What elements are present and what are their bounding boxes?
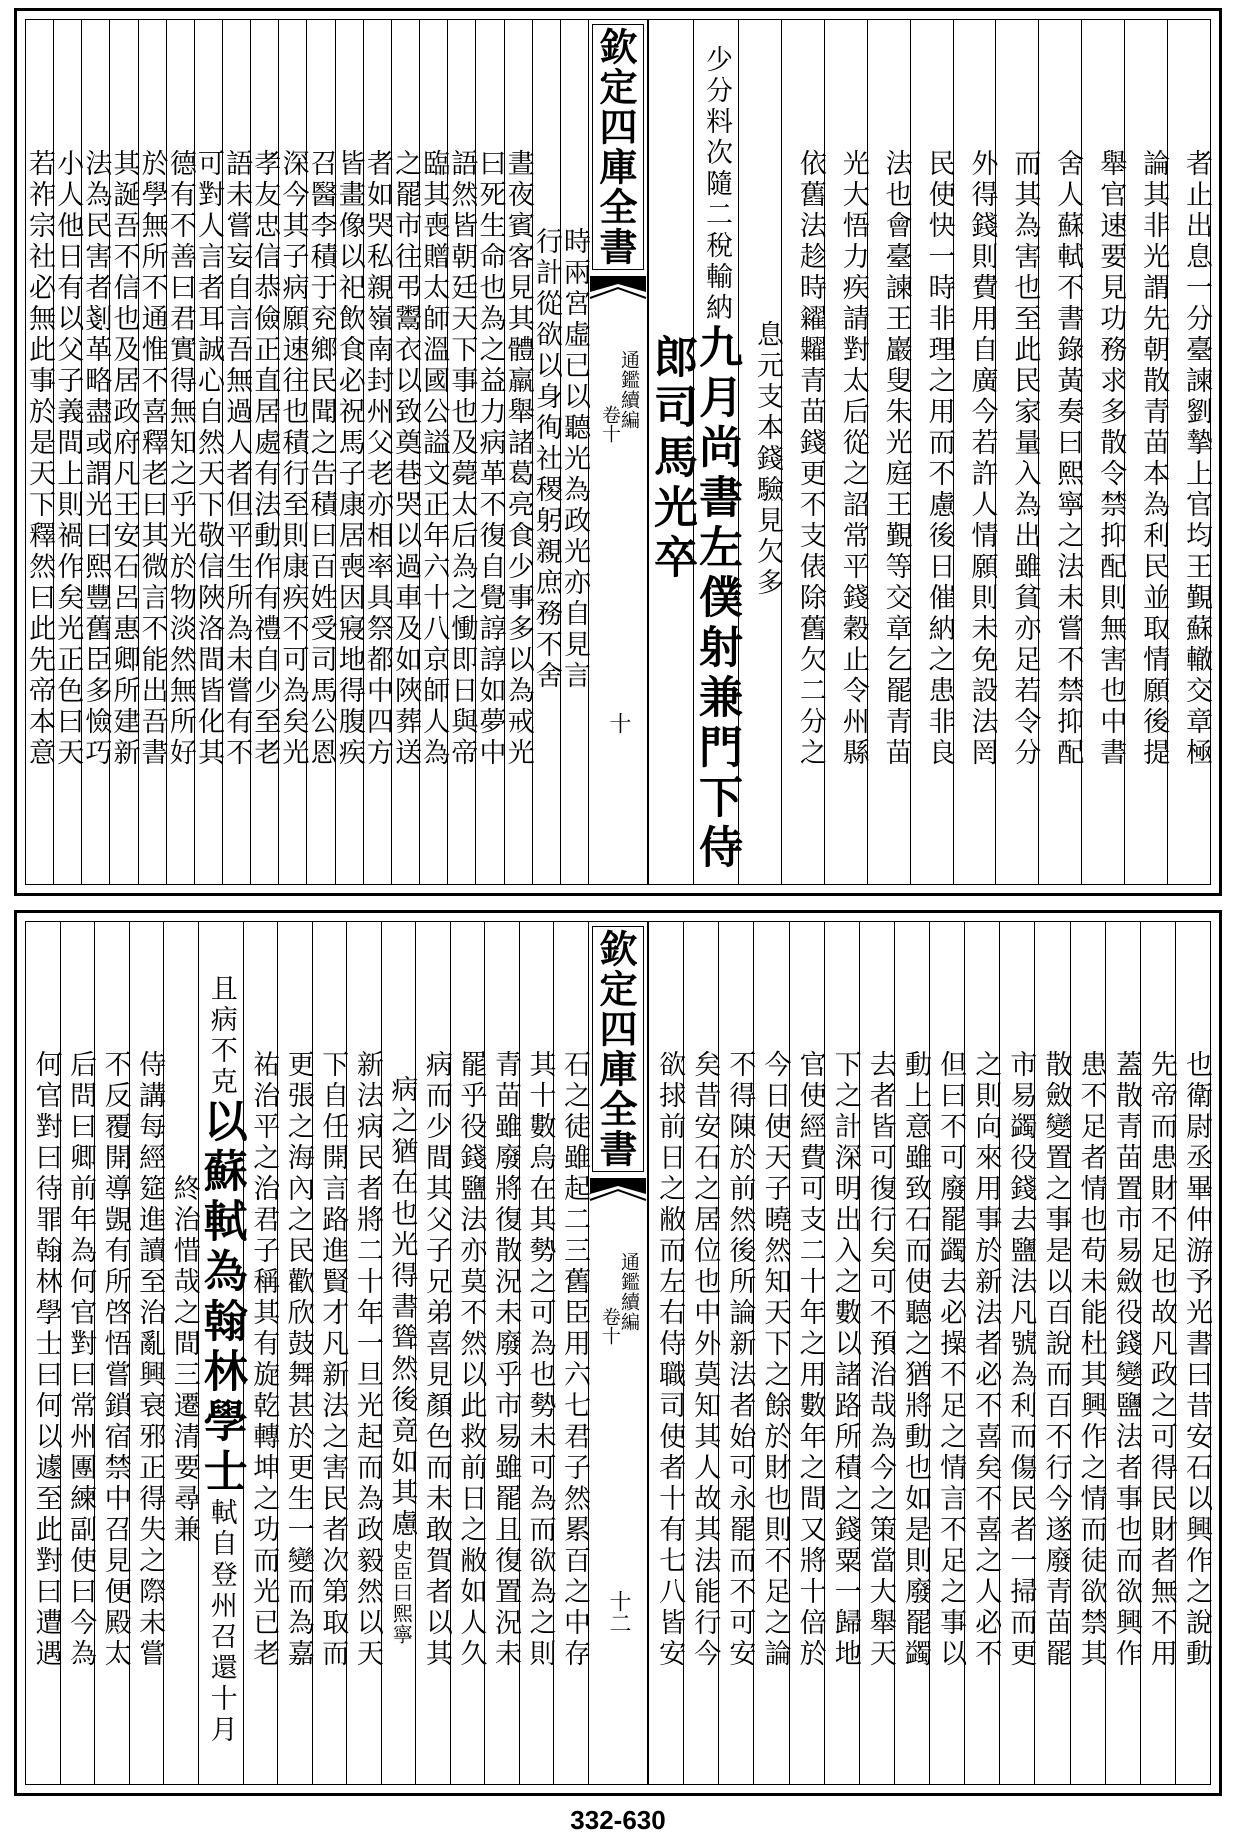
column-text: 於學無所不通惟不喜釋老曰其微言不能出吾書 (136, 149, 168, 769)
text-column (446, 20, 478, 884)
column-text: 病之猶在也光得書聳然後竟如其慮 (386, 1075, 418, 1540)
column-text: 散斂變置之事是以百說而百不行今遂廢青苗罷 (1040, 1050, 1072, 1670)
column-text: 其誕吾不信也及居政府凡王安石呂惠卿所建新 (108, 149, 140, 769)
page-top-frame (25, 19, 1211, 885)
text-column (194, 20, 222, 884)
book-title: 欽定四庫全書 (592, 24, 644, 270)
text-column (94, 922, 129, 1784)
column-text: 侍講每經筵進讀至治亂興衰邪正得失之際未嘗 (134, 1050, 166, 1670)
text-column (1105, 922, 1140, 1784)
text-column (824, 922, 859, 1784)
text-column (52, 20, 84, 884)
column-text: 行計從欲以身徇社稷躬親庶務不舍 (530, 226, 562, 692)
column-text: 病而少間其父子兄弟喜見顏色而未敢賀者以其 (420, 1050, 452, 1670)
text-column (646, 20, 698, 884)
text-column (519, 922, 554, 1784)
column-text: 深今其子病願速往也積行至則康疾不可為矣光 (277, 149, 309, 769)
text-column (474, 20, 506, 884)
text-column (718, 922, 756, 1784)
column-text: 也衛尉丞畢仲游予光書曰昔安石以興作之說動 (1181, 1050, 1212, 1670)
column-text: 舍人蘇軾不書錄黃奏曰熙寧之法未嘗不禁抑配 (1052, 149, 1084, 769)
page-bottom-left-half (26, 922, 588, 1784)
text-column (24, 20, 56, 884)
text-column (243, 922, 278, 1784)
text-column (108, 20, 140, 884)
text-column (346, 922, 381, 1784)
text-column (312, 922, 347, 1784)
column-text: 罷乎役錢鹽法亦莫不然以此救前日之敝如人久 (455, 1050, 487, 1670)
text-column (1140, 922, 1175, 1784)
text-column (163, 922, 198, 1784)
heading-text: 九月尚書左僕射兼門下侍 (691, 323, 743, 874)
text-column (789, 922, 824, 1784)
page-number: 十二 (606, 1590, 631, 1634)
column-text: 且病不克 (205, 974, 237, 1098)
text-column (1034, 922, 1072, 1784)
fold-column (588, 922, 648, 1784)
page-top-left-half (26, 20, 588, 884)
text-column (995, 20, 1041, 884)
column-text: 祐治平之治君子稱其有旋乾轉坤之功而光已老 (248, 1050, 280, 1670)
text-column (390, 20, 422, 884)
text-column (894, 922, 929, 1784)
column-text: 之則向來用事於新法者必不喜矣不喜之人必不 (970, 1050, 1002, 1670)
column-text: 皆畫像以祀飲食必祝馬子康居喪因寢地得腹疾 (333, 149, 365, 769)
column-text: 但曰不可廢罷蠲去必操不足之情言不足之事以 (935, 1050, 967, 1670)
column-text: 法也會臺諫王巖叟朱光庭王覲等交章乞罷青苗 (880, 149, 912, 769)
text-column (363, 20, 391, 884)
text-column (129, 922, 164, 1784)
column-text: 青苗雖廢將復散況未廢乎市易雖罷且復置況未 (489, 1050, 521, 1670)
text-column (553, 922, 588, 1784)
text-column (60, 922, 95, 1784)
fishtail-ornament (590, 276, 646, 316)
column-text: 少分料次隨二稅輸納 (701, 44, 733, 324)
text-column (859, 922, 894, 1784)
text-column (80, 20, 112, 884)
column-text: 石之徒雖起二三舊臣用六七君子然累百之中存 (559, 1050, 590, 1670)
text-column (1124, 20, 1170, 884)
volume-label: 卷十 (599, 1307, 621, 1345)
text-column (381, 922, 416, 1784)
heading-text: 以蘇軾為翰林學士 (195, 1098, 247, 1498)
column-text: 軾自登州召還十月 (205, 1498, 237, 1746)
column-text: 息元支本錢驗見欠多 (751, 319, 783, 599)
text-column (781, 20, 824, 884)
text-column (249, 20, 281, 884)
column-text: 小人他日有以父子義間上則禍作矣光正色曰天 (52, 149, 84, 769)
column-text: 外得錢則費用自廣今若許人情願則未免設法罔 (966, 149, 998, 769)
column-text: 依舊法趁時糴糶青苗錢更不支俵除舊欠二分之 (794, 149, 826, 769)
text-column (221, 20, 253, 884)
column-text: 不得陳於前然後所論新法者始可永罷而不可安 (724, 1050, 756, 1670)
column-text: 今日使天子曉然知天下之餘於財也則不足之論 (759, 1050, 791, 1670)
text-column (910, 20, 953, 884)
volume-label: 卷十 (599, 405, 621, 443)
column-text: 德有不善曰君實得無知之乎光於物淡然無所好 (164, 149, 196, 769)
text-column (415, 922, 450, 1784)
page-bottom (14, 910, 1222, 1796)
column-text: 其十數烏在其勢之可為也勢未可為而欲為之則 (524, 1050, 556, 1670)
text-column (953, 20, 996, 884)
text-column (450, 922, 485, 1784)
column-text: 晝夜賓客見其體羸舉諸葛亮食少事多以為戒光 (502, 149, 534, 769)
fishtail-ornament (590, 1178, 646, 1218)
book-series: 通鑑續編 (618, 350, 640, 430)
text-column (753, 922, 791, 1784)
column-text: 終治惜哉之間三遷清要尋兼 (168, 1174, 200, 1546)
page-top (14, 8, 1222, 896)
column-text: 法為民害者剗革略盡或謂光曰熙豐舊臣多憸巧 (80, 149, 112, 769)
text-column (1175, 922, 1210, 1784)
text-column (824, 20, 867, 884)
text-column (305, 20, 337, 884)
text-column (484, 922, 519, 1784)
page-bottom-right-half (648, 922, 1210, 1784)
column-text: 者止出息一分臺諫劉摯上官均王覲蘇轍交章極 (1181, 149, 1212, 769)
text-column (1167, 20, 1210, 884)
text-column (648, 922, 686, 1784)
column-text: 光大悟力疾請對太后從之詔常平錢穀止令州縣 (837, 149, 869, 769)
book-series: 通鑑續編 (618, 1252, 640, 1332)
text-column (929, 922, 967, 1784)
column-text: 論其非光謂先朝散青苗本為利民並取情願後提 (1138, 149, 1170, 769)
column-text: 若祚宗社必無此事於是天下釋然曰此先帝本意 (24, 149, 56, 769)
text-column (166, 20, 194, 884)
column-text: 先帝而患財不足也故凡政之可得民財者無不用 (1145, 1050, 1177, 1670)
text-column (867, 20, 910, 884)
page-top-right-half (648, 20, 1210, 884)
column-text: 后問曰卿前年為何官對曰常州團練副使曰今為 (65, 1050, 97, 1670)
column-text: 而其為害也至此民家量入為出雖貧亦足若令分 (1009, 149, 1041, 769)
book-title: 欽定四庫全書 (592, 926, 644, 1172)
fold-column (588, 20, 648, 884)
column-text: 何官對曰待罪翰林學士曰何以遽至此對曰遭遇 (30, 1050, 62, 1670)
text-column (532, 20, 560, 884)
text-column (964, 922, 1002, 1784)
column-text: 語然皆朝廷天下事也及薨太后為之慟即日與帝 (446, 149, 478, 769)
column-text: 下之計深明出入之數以諸路所積之錢粟一歸地 (829, 1050, 861, 1670)
column-text: 蓋散青苗置市易斂役錢變鹽法者事也而欲興作 (1110, 1050, 1142, 1670)
text-column (26, 922, 60, 1784)
column-text: 民使快一時非理之用而不慮後日催納之患非良 (923, 149, 955, 769)
column-text: 曰死生命也為之益力病革不復自覺諄諄如夢中 (474, 149, 506, 769)
column-text: 之罷市往弔鬻衣以致奠巷哭以過車及如陜葬送 (390, 149, 422, 769)
text-column (277, 20, 309, 884)
page-footer-code: 332-630 (570, 1805, 666, 1835)
text-column (999, 922, 1037, 1784)
text-column (738, 20, 781, 884)
column-text: 臨其喪贈太師溫國公謚文正年六十八京師人為 (418, 149, 450, 769)
column-text: 不反覆開導覬有所啓悟嘗鎖宿禁中召見便殿太 (99, 1050, 131, 1670)
column-text: 下自任開言路進賢才凡新法之害民者次第取而 (317, 1050, 349, 1670)
column-text: 召醫李積于兖鄉民聞之告積曰百姓受司馬公恩 (305, 149, 337, 769)
column-text: 新法病民者將二十年一旦光起而為政毅然以天 (351, 1050, 383, 1670)
heading-text: 郎司馬光卒 (646, 334, 698, 584)
text-column (504, 20, 532, 884)
text-column (1081, 20, 1127, 884)
column-text: 矣昔安石之居位也中外莫知其人故其法能行今 (689, 1050, 721, 1670)
column-text: 者如哭私親嶺南封州父老亦相率具祭都中四方 (361, 149, 393, 769)
column-text: 時兩宮虛已以聽光為政光亦自見言 (559, 226, 590, 692)
column-text: 動上意雖致石而使聽之猶將動也如是則廢罷蠲 (900, 1050, 931, 1670)
column-text: 市易蠲役錢去鹽法凡號為利而傷民者一掃而更 (1005, 1050, 1037, 1670)
column-text: 去者皆可復行矣可不預治哉為今之策當大舉天 (864, 1050, 896, 1670)
text-column (138, 20, 166, 884)
column-text: 更張之海內之民歡欣鼓舞甚於更生一變而為嘉 (282, 1050, 314, 1670)
text-column (195, 922, 247, 1784)
text-column (277, 922, 312, 1784)
text-column (335, 20, 363, 884)
column-text: 語未嘗妄自言吾無過人者但平生所為未嘗有不 (221, 149, 253, 769)
column-text: 可對人言者耳誠心自然天下敬信陜洛間皆化其 (192, 149, 224, 769)
page-number: 十 (606, 712, 631, 734)
commentary-text: 史臣曰熙寧 (389, 1540, 414, 1645)
text-column (1038, 20, 1084, 884)
text-column (683, 922, 721, 1784)
text-column (560, 20, 588, 884)
column-text: 欲捄前日之敝而左右侍職司使者十有七八皆安 (654, 1050, 686, 1670)
column-text: 患不足者情也苟未能杜其興作之情而徒欲禁其 (1075, 1050, 1107, 1670)
column-text: 舉官速要見功務求多散令禁抑配則無害也中書 (1095, 149, 1127, 769)
column-text: 孝友忠信恭儉正直居處有法動作有禮自少至老 (249, 149, 281, 769)
text-column (418, 20, 450, 884)
text-column (691, 20, 743, 884)
column-text: 官使經費可支二十年之用數年之間又將十倍於 (794, 1050, 826, 1670)
text-column (1070, 922, 1105, 1784)
page-bottom-frame (25, 921, 1211, 1785)
